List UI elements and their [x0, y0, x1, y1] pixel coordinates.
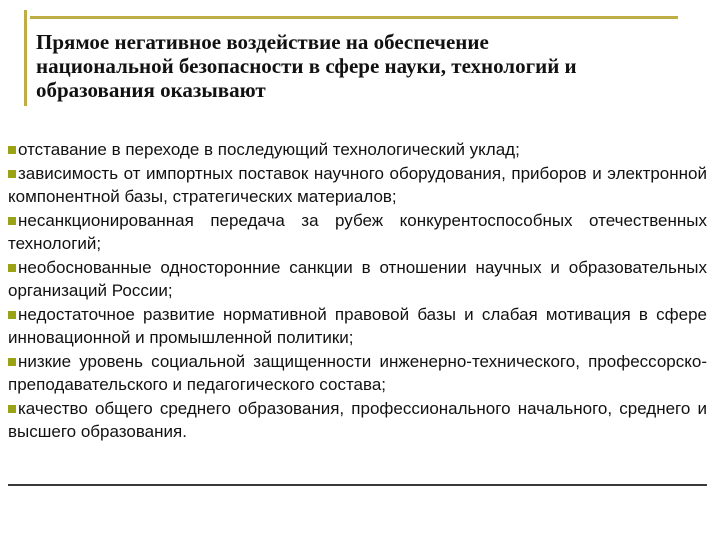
- list-item: [8, 256, 707, 303]
- list-item-text: отставание в переходе в последующий технологический уклад;: [18, 140, 520, 159]
- square-bullet-icon: [8, 217, 16, 225]
- square-bullet-icon: [8, 311, 16, 319]
- content-bottom-rule: [8, 484, 707, 486]
- list-item-text: низкие уровень социальной защищенности инженерно-технического, профессорско-преподавательского и педагогического состава;: [8, 351, 707, 394]
- list-item: [8, 138, 707, 162]
- list-item-text: качество общего среднего образования, профессионального начального, среднего и высшего образования.: [8, 398, 707, 441]
- slide-title-line: Прямое негативное воздействие на обеспечение: [36, 30, 489, 54]
- list-item-text: недостаточное развитие нормативной правовой базы и слабая мотивация в сфере инновационной и промышленной политики;: [8, 304, 707, 347]
- bullet-list: [8, 138, 707, 486]
- title-left-rule: [24, 10, 27, 106]
- slide-title: [36, 30, 720, 102]
- list-item-text: несанкционированная передача за рубеж конкурентоспособных отечественных технологий;: [8, 210, 707, 253]
- list-item: [8, 350, 707, 397]
- square-bullet-icon: [8, 358, 16, 366]
- square-bullet-icon: [8, 170, 16, 178]
- square-bullet-icon: [8, 146, 16, 154]
- list-item: [8, 209, 707, 256]
- title-top-rule: [30, 16, 678, 19]
- square-bullet-icon: [8, 405, 16, 413]
- list-item: [8, 303, 707, 350]
- slide-title-line: образования оказывают: [36, 78, 266, 102]
- list-item-text: необоснованные односторонние санкции в отношении научных и образовательных организаций России;: [8, 257, 707, 300]
- list-item: [8, 162, 707, 209]
- list-item-text: зависимость от импортных поставок научного оборудования, приборов и электронной компонентной базы, стратегических материалов;: [8, 163, 707, 206]
- slide-title-line: национальной безопасности в сфере науки, технологий и: [36, 54, 577, 78]
- square-bullet-icon: [8, 264, 16, 272]
- list-item: [8, 397, 707, 444]
